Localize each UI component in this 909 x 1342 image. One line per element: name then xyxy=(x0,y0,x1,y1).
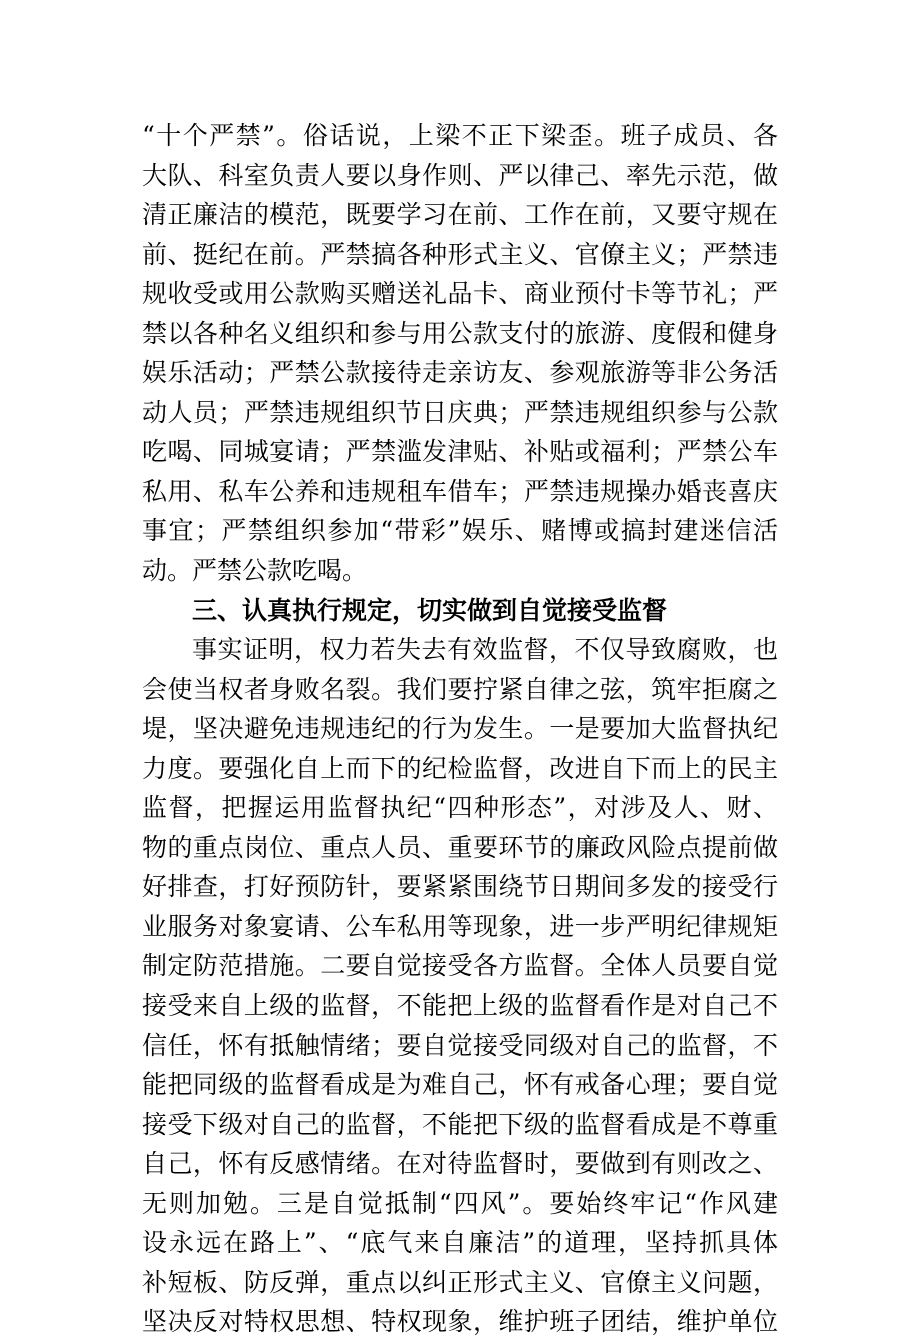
paragraph-1 xyxy=(142,116,778,591)
text-line: 规收受或用公款购买赠送礼品卡、商业预付卡等节礼；严 xyxy=(142,279,778,309)
text-line: 禁以各种名义组织和参与用公款支付的旅游、度假和健身 xyxy=(142,318,778,348)
text-line: 好排查，打好预防针，要紧紧围绕节日期间多发的接受行 xyxy=(142,872,778,902)
text-line: 设永远在路上”、“底气来自廉洁”的道理，坚持抓具体 xyxy=(142,1228,778,1258)
text-line: 动人员；严禁违规组织节日庆典；严禁违规组织参与公款 xyxy=(142,397,778,427)
text-line: 前、挺纪在前。严禁搞各种形式主义、官僚主义；严禁违 xyxy=(142,239,778,269)
text-line: 无则加勉。三是自觉抵制“四风”。要始终牢记“作风建 xyxy=(142,1188,778,1218)
text-line: 动。严禁公款吃喝。 xyxy=(142,556,368,586)
section-heading: 三、认真执行规定，切实做到自觉接受监督 xyxy=(192,595,668,625)
text-line: 业服务对象宴请、公车私用等现象，进一步严明纪律规矩 xyxy=(142,911,778,941)
text-line: 清正廉洁的模范，既要学习在前、工作在前，又要守规在 xyxy=(142,200,778,230)
text-line: 接受下级对自己的监督，不能把下级的监督看成是不尊重 xyxy=(142,1109,778,1139)
text-line: 能把同级的监督看成是为难自己，怀有戒备心理；要自觉 xyxy=(142,1070,778,1100)
document-body xyxy=(142,116,778,1342)
text-line: 堤，坚决避免违规违纪的行为发生。一是要加大监督执纪 xyxy=(142,714,778,744)
text-line: 制定防范措施。二要自觉接受各方监督。全体人员要自觉 xyxy=(142,951,778,981)
text-line: 娱乐活动；严禁公款接待走亲访友、参观旅游等非公务活 xyxy=(142,358,778,388)
text-line: 信任，怀有抵触情绪；要自觉接受同级对自己的监督，不 xyxy=(142,1030,778,1060)
text-line: 物的重点岗位、重点人员、重要环节的廉政风险点提前做 xyxy=(142,832,778,862)
text-line: 大队、科室负责人要以身作则、严以律己、率先示范，做 xyxy=(142,160,778,190)
text-line: 力度。要强化自上而下的纪检监督，改进自下而上的民主 xyxy=(142,753,778,783)
text-line: 坚决反对特权思想、特权现象，维护班子团结，维护单位 xyxy=(142,1307,778,1337)
text-line: 吃喝、同城宴请；严禁滥发津贴、补贴或福利；严禁公车 xyxy=(142,437,778,467)
text-line: 会使当权者身败名裂。我们要拧紧自律之弦，筑牢拒腐之 xyxy=(142,674,778,704)
text-line: 监督，把握运用监督执纪“四种形态”，对涉及人、财、 xyxy=(142,793,778,823)
text-line: 事宜；严禁组织参加“带彩”娱乐、赌博或搞封建迷信活 xyxy=(142,516,778,546)
text-line: 接受来自上级的监督，不能把上级的监督看作是对自己不 xyxy=(142,991,778,1021)
text-line: 事实证明，权力若失去有效监督，不仅导致腐败，也 xyxy=(192,635,778,665)
text-line: 私用、私车公养和违规租车借车；严禁违规操办婚丧喜庆 xyxy=(142,476,778,506)
paragraph-2 xyxy=(142,630,778,1342)
text-line: “十个严禁”。俗话说，上梁不正下梁歪。班子成员、各 xyxy=(142,121,778,150)
text-line: 补短板、防反弹，重点以纠正形式主义、官僚主义问题， xyxy=(142,1267,778,1297)
text-line: 自己，怀有反感情绪。在对待监督时，要做到有则改之、 xyxy=(142,1149,778,1179)
